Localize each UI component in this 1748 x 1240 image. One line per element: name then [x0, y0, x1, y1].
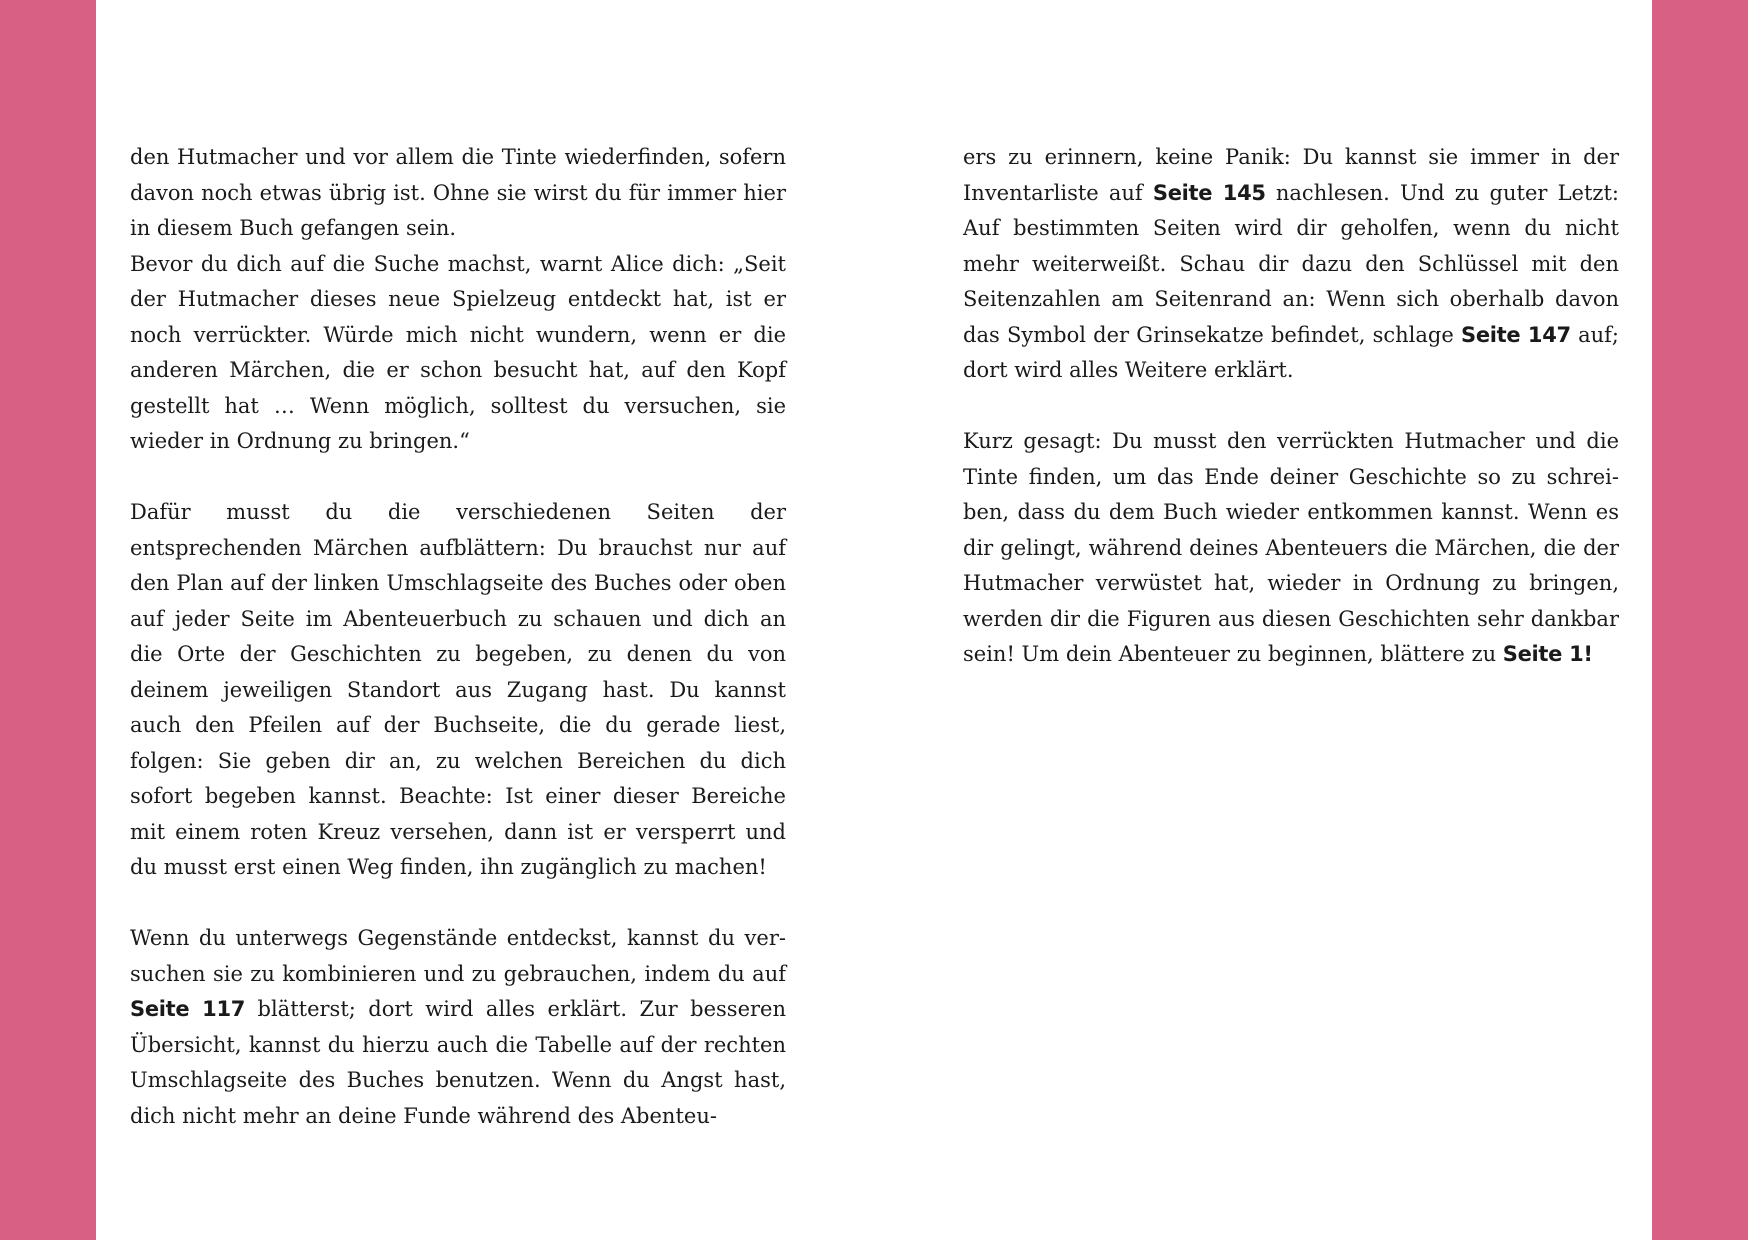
left-pink-margin — [0, 0, 96, 1240]
paragraph-5-text-c: auf; dort wird alles Weitere erklärt. — [963, 322, 1619, 382]
paragraph-4 — [130, 921, 786, 1134]
paragraph-5-text-b: nachlesen. Und zu guter Letzt: Auf bestimmten Seiten wird dir geholfen, wenn du nicht mehr weiterweißt. Schau dir dazu den Schlüssel mit den Seitenzahlen am Seitenrand an: Wenn sich oberhalb davon das Symbol der Grinsekatze befindet, schlage — [963, 180, 1619, 347]
book-spread — [96, 0, 1652, 1240]
paragraph-5 — [963, 140, 1619, 389]
page-ref-117: Seite 117 — [130, 997, 246, 1021]
right-pink-margin — [1652, 0, 1748, 1240]
paragraph-1: den Hutmacher und vor allem die Tinte wiederfinden, sofern davon noch etwas übrig ist. Ohne sie wirst du für immer hier in diesem Buch gefangen sein. — [130, 145, 786, 240]
paragraph-6 — [963, 424, 1619, 673]
page-ref-147: Seite 147 — [1461, 322, 1571, 347]
page-ref-145: Seite 145 — [1152, 180, 1266, 205]
paragraph-2: Bevor du dich auf die Suche machst, warnt Alice dich: „Seit der Hutmacher dieses neue Spielzeug entdeckt hat, ist er noch verrückter. Würde mich nicht wundern, wenn er die anderen Märchen, die er schon besucht hat, auf den Kopf gestellt hat … Wenn möglich, solltest du versuchen, sie wieder in Ordnung zu bringen.“ — [130, 251, 786, 453]
right-text-column — [963, 140, 1619, 673]
paragraph-6-text: Kurz gesagt: Du musst den verrückten Hutmacher und die Tinte finden, um das Ende deiner Geschichte so zu schreiben, dass du dem Buch wieder entkommen kannst. Wenn es dir gelingt, während deines Abenteuers die Märchen, die der Hutmacher verwüstet hat, wieder in Ordnung zu bringen, werden dir die Figuren aus diesen Geschichten sehr dankbar sein! Um dein Abenteuer zu beginnen, blättere zu — [963, 429, 1619, 666]
page-ref-1: Seite 1! — [1502, 642, 1593, 666]
paragraph-4-text-a: Wenn du unterwegs Gegenstände entdeckst, kannst du versuchen sie zu kombinieren und zu gebrauchen, indem du auf — [130, 926, 786, 986]
left-text-column — [130, 140, 786, 1134]
paragraph-5-text-a: ers zu erinnern, keine Panik: Du kannst sie immer in der Inventarliste auf — [963, 145, 1619, 205]
paragraph-3: Dafür musst du die verschiedenen Seiten der entsprechenden Märchen aufblättern: Du brauchst nur auf den Plan auf der linken Umschlagseite des Buches oder oben auf jeder Seite im Abenteuerbuch zu schauen und dich an die Orte der Geschichten zu begeben, zu denen du von deinem jeweiligen Standort aus Zugang hast. Du kannst auch den Pfeilen auf der Buchseite, die du gerade liest, folgen: Sie geben dir an, zu welchen Bereichen du dich sofort begeben kannst. Beachte: Ist einer dieser Bereiche mit einem roten Kreuz versehen, dann ist er versperrt und du musst erst einen Weg finden, ihn zugänglich zu machen! — [130, 500, 786, 879]
paragraph-4-text-b: blätterst; dort wird alles erklärt. Zur besseren Übersicht, kannst du hierzu auch die Tabelle auf der rechten Umschlagseite des Buches benutzen. Wenn du Angst hast, dich nicht mehr an deine Funde während des Abenteu- — [130, 997, 787, 1128]
